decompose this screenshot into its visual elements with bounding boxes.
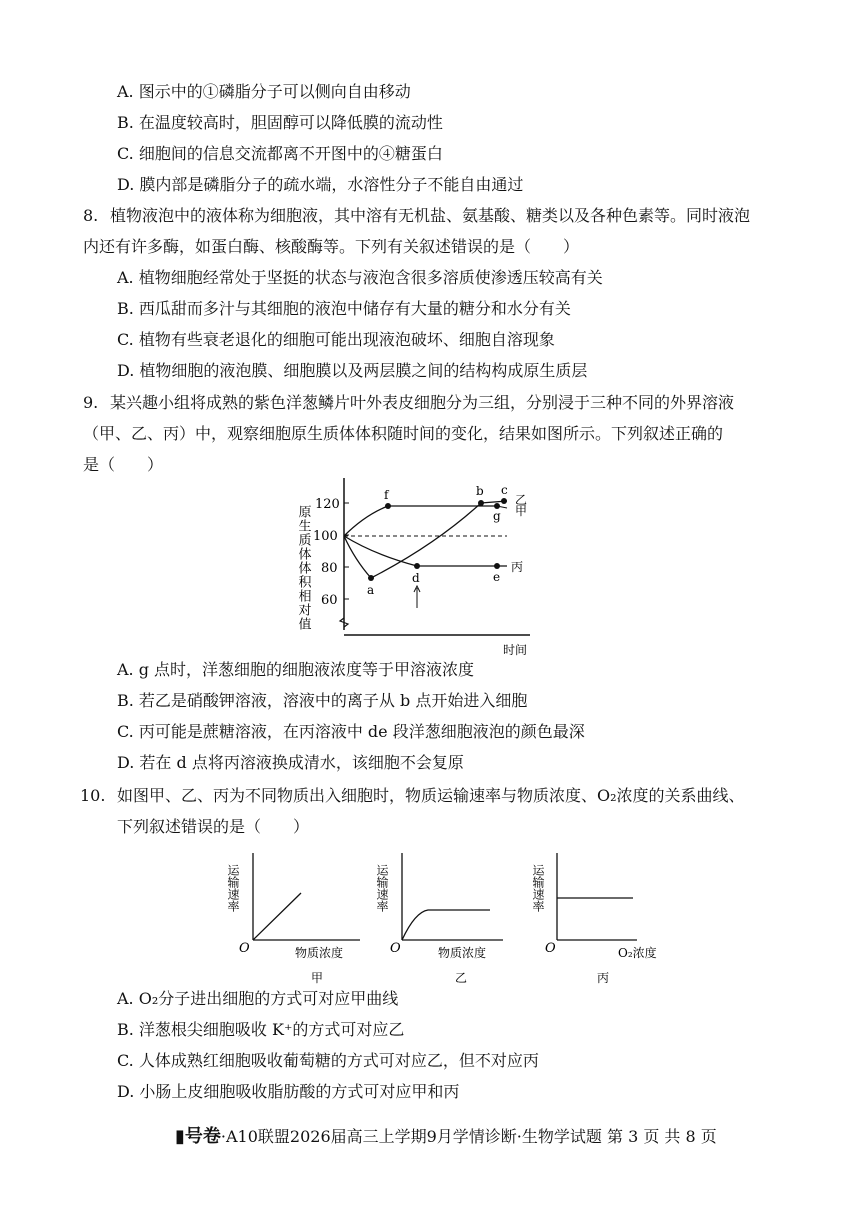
q8-stem-line1: 植物液泡中的液体称为细胞液，其中溶有无机盐、氨基酸、糖类以及各种色素等。同时液泡 (110, 206, 751, 225)
q10-yi-name: 乙 (455, 971, 468, 985)
q10-stem-line2: 下列叙述错误的是（ ） (117, 817, 310, 836)
q9-volume-chart (285, 470, 545, 660)
q10-yi-curve (402, 910, 490, 940)
q7-option-c: C. 细胞间的信息交流都离不开图中的④糖蛋白 (117, 144, 443, 163)
q10-bing-origin: O (545, 941, 556, 956)
q9-label-f: f (384, 488, 389, 502)
q9-curve-jia (344, 506, 497, 536)
q8-number: 8. (83, 206, 99, 225)
q10-jia-line (253, 893, 301, 940)
q9-ytick-60: 60 (321, 593, 338, 608)
q9-label-g: g (493, 509, 501, 523)
q9-label-d: d (412, 571, 420, 585)
q9-y-label: 原生质体体积相对值 (295, 505, 311, 631)
footer-text: ·A10联盟2026届高三上学期9月学情诊断·生物学试题 第 3 页 共 8 页 (220, 1127, 717, 1146)
q9-point-e (494, 563, 500, 569)
q9-point-d (414, 563, 420, 569)
q8-option-a: A. 植物细胞经常处于坚挺的状态与液泡含很多溶质使渗透压较高有关 (117, 268, 603, 287)
q9-series-bing: 丙 (511, 560, 524, 574)
q9-point-b (478, 500, 484, 506)
q10-number: 10. (80, 786, 106, 805)
q9-number: 9. (83, 393, 99, 412)
q10-yi-xlabel: 物质浓度 (438, 946, 487, 960)
q10-chart-bing (531, 853, 657, 985)
q10-bing-ylabel: 运输速率 (531, 864, 545, 912)
q10-chart-yi (375, 853, 503, 985)
q8-option-d: D. 植物细胞的液泡膜、细胞膜以及两层膜之间的结构构成原生质层 (117, 361, 588, 380)
q9-label-e: e (493, 570, 501, 584)
q10-jia-xlabel: 物质浓度 (295, 946, 344, 960)
q9-series-jia: 甲 (515, 504, 528, 518)
q10-yi-ylabel: 运输速率 (375, 864, 389, 912)
q9-point-c (501, 498, 507, 504)
q10-chart-jia (226, 853, 360, 985)
q7-option-a: A. 图示中的①磷脂分子可以侧向自由移动 (117, 82, 411, 101)
q10-jia-origin: O (239, 941, 250, 956)
q9-curve-bing (344, 536, 507, 566)
brand-logo: ▮号卷 (175, 1126, 221, 1147)
q9-label-c: c (501, 483, 508, 497)
q9-ytick-120: 120 (315, 497, 340, 512)
q10-option-a: A. O₂分子进出细胞的方式可对应甲曲线 (117, 989, 399, 1008)
q9-label-a: a (367, 583, 375, 597)
q9-option-a: A. g 点时，洋葱细胞的细胞液浓度等于甲溶液浓度 (117, 660, 475, 679)
q9-ytick-100: 100 (313, 529, 338, 544)
q8-stem-line2: 内还有许多酶，如蛋白酶、核酸酶等。下列有关叙述错误的是（ ） (83, 237, 580, 256)
q9-ytick-80: 80 (321, 561, 338, 576)
q10-jia-ylabel: 运输速率 (226, 864, 240, 912)
q9-option-b: B. 若乙是硝酸钾溶液，溶液中的离子从 b 点开始进入细胞 (117, 691, 528, 710)
q9-point-a (368, 575, 374, 581)
q9-option-d: D. 若在 d 点将丙溶液换成清水，该细胞不会复原 (117, 753, 464, 772)
q7-option-d: D. 膜内部是磷脂分子的疏水端，水溶性分子不能自由通过 (117, 175, 524, 194)
q9-label-b: b (476, 484, 484, 498)
q10-option-d: D. 小肠上皮细胞吸收脂肪酸的方式可对应甲和丙 (117, 1082, 460, 1101)
q10-charts (225, 848, 685, 988)
q9-x-label: 时间 (503, 643, 528, 657)
q10-yi-origin: O (390, 941, 401, 956)
q8-option-b: B. 西瓜甜而多汁与其细胞的液泡中储存有大量的糖分和水分有关 (117, 299, 571, 318)
q10-bing-name: 丙 (597, 971, 610, 985)
q10-bing-xlabel: O₂浓度 (618, 946, 657, 960)
q10-stem-line1: 如图甲、乙、丙为不同物质出入细胞时，物质运输速率与物质浓度、O₂浓度的关系曲线、 (117, 786, 745, 805)
q10-option-c: C. 人体成熟红细胞吸收葡萄糖的方式可对应乙，但不对应丙 (117, 1051, 539, 1070)
q9-point-f (385, 503, 391, 509)
q10-jia-name: 甲 (311, 971, 324, 985)
q9-stem-line2: （甲、乙、丙）中，观察细胞原生质体体积随时间的变化，结果如图所示。下列叙述正确的 (83, 424, 724, 443)
q9-option-c: C. 丙可能是蔗糖溶液，在丙溶液中 de 段洋葱细胞液泡的颜色最深 (117, 722, 585, 741)
q7-option-b: B. 在温度较高时，胆固醇可以降低膜的流动性 (117, 113, 443, 132)
q9-stem-line3: 是（ ） (83, 455, 164, 474)
page-footer (175, 1122, 717, 1148)
q8-option-c: C. 植物有些衰老退化的细胞可能出现液泡破坏、细胞自溶现象 (117, 330, 555, 349)
q9-series-yi: 乙 (515, 493, 528, 507)
q9-stem-line1: 某兴趣小组将成熟的紫色洋葱鳞片叶外表皮细胞分为三组，分别浸于三种不同的外界溶液 (110, 393, 735, 412)
q10-option-b: B. 洋葱根尖细胞吸收 K⁺的方式可对应乙 (117, 1020, 405, 1039)
